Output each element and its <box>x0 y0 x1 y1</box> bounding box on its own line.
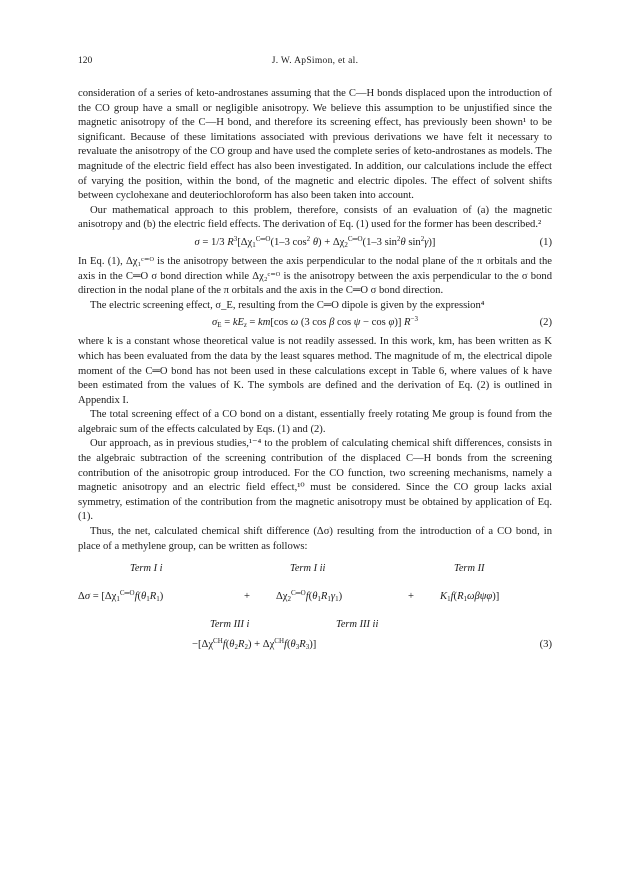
paragraph-1: consideration of a series of keto-androstanes assuming that the C—H bonds displaced upon the introduction of the CO group have a small or negligible anisotropy. We believe this assumption to be unjustified since the magnetic anisotropy of the C—H bond, and therefore its screening effect, has previously been shown¹ to be significant. Because of these limitations associated with previous derivations we have felt it necessary to revaluate the anisotropy of the CO group and have used the complete series of keto-androstanes as models. The magnitude of the electric field effect has also been investigated. In addition, our calculations include the effect of varying the position, within the bond, of the magnetic and electric dipoles. The effect of solvent shifts between cyclohexane and deuteriochloroform has also been taken into account. <box>78 88 552 202</box>
paragraph-3: In Eq. (1), Δχ₁ᶜ⁼ᴼ is the anisotropy between the axis perpendicular to the nodal plane of the π orbitals and the axis in the C═O σ bond direction while Δχ₂ᶜ⁼ᴼ is the anisotropy between the axis perpendicular to the σ bond direction in the nodal plane of the π orbitals and the axis in the C═O σ bond direction. <box>78 255 552 297</box>
term-label-3i: Term III i <box>210 619 250 631</box>
term-labels-row-2 <box>78 618 552 634</box>
body-text <box>78 87 552 656</box>
page-header <box>78 56 552 72</box>
page-number: 120 <box>78 56 93 66</box>
term-label-1i: Term I i <box>130 563 163 575</box>
equation-2-formula: $\sigma_E = kE_z = km[\cos$ ω (3 cos β cos ψ − cos φ)] $R^{-3}$ <box>212 315 418 330</box>
term-label-3ii: Term III ii <box>336 619 379 631</box>
equation-3-plus-2: + <box>408 591 414 603</box>
equation-3-part-3: $K_1f(R_1\omega\beta\psi\varphi)$] <box>440 591 500 604</box>
equation-3-part-1: $\Delta\sigma = [\Delta\chi_1^{C═O}f(\theta_1R_1)$ <box>78 589 164 604</box>
equation-3-line-2 <box>78 638 552 656</box>
equation-3-number: (3) <box>539 639 552 651</box>
paragraph-5: where k is a constant whose theoretical value is not readily assessed. In this work, km, has been written as K which has been evaluated from the data by the least squares method. The magnitude of m, the electrical dipole moment of the C═O bond has not been used in these calculations except in Table 6, where values of k have been estimated from the values of K. The symbols are defined and the derivation of Eq. (2) is outlined in Appendix I. <box>78 336 552 406</box>
running-head: J. W. ApSimon, et al. <box>271 56 359 66</box>
equation-3-part-2: $\Delta\chi_2^{C═O}f(\theta_1R_1\gamma_1)$ <box>276 589 343 604</box>
equation-3-part-4: $-[\Delta\chi^{CH}f(\theta_2R_2) + \Delta\chi^{CH}f(\theta_3R_3)]$ <box>192 637 317 652</box>
term-label-2: Term II <box>454 563 485 575</box>
paragraph-4: The electric screening effect, σ_E, resulting from the C═O dipole is given by the expression⁴ <box>90 299 485 311</box>
equation-1 <box>78 236 552 252</box>
paragraph-7: Our approach, as in previous studies,¹⁻⁴ to the problem of calculating chemical shift differences, consists in the algebraic subtraction of the screening contribution of the displaced C—H bonds from the screening contribution of the anisotropic group introduced. For the CO function, two screening mechanisms, namely a magnetic anisotropy and an electric field effect,¹⁰ must be considered. Since the CO group lacks axial symmetry, estimation of the contribution from the magnetic anisotropy must be obtained by application of Eq. (1). <box>78 438 552 523</box>
paragraph-6: The total screening effect of a CO bond on a distant, essentially freely rotating Me group is found from the algebraic sum of the effects calculated by Eqs. (1) and (2). <box>78 409 552 435</box>
equation-2 <box>78 316 552 332</box>
equation-1-formula: σ = 1/3 $R^3[\Delta\chi_1^{C═O}(1-3$ $\cos^2 \theta) + \Delta\chi_2^{C═O}(1-3$ $\sin^2\theta$ $\sin^2\gamma$)] <box>194 234 436 249</box>
equation-3-plus-1: + <box>244 591 250 603</box>
equation-1-number: (1) <box>539 236 552 248</box>
equation-3-line-1 <box>78 590 552 608</box>
term-labels-row-1 <box>78 562 552 578</box>
paragraph-8: Thus, the net, calculated chemical shift difference (Δσ) resulting from the introduction of a CO bond, in place of a methylene group, can be written as follows: <box>78 526 552 552</box>
equation-2-number: (2) <box>539 317 552 329</box>
paragraph-2: Our mathematical approach to this problem, therefore, consists of an evaluation of (a) the magnetic anisotropy and (b) the electric field effects. The derivation of Eq. (1) used for the former has been described.² <box>78 204 552 231</box>
term-label-1ii: Term I ii <box>290 563 326 575</box>
